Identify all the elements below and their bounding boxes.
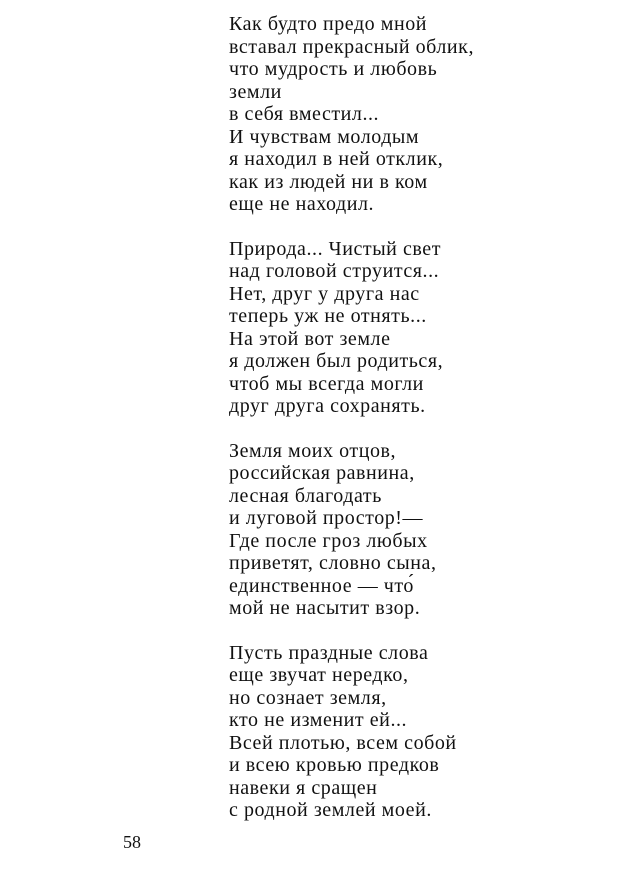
- poem-line: но сознает земля,: [229, 686, 387, 709]
- poem-line: я находил в ней отклик,: [229, 148, 444, 170]
- stanza-3: [229, 440, 599, 620]
- stanza-2: [229, 238, 599, 418]
- poem-line: Всей плотью, всем собой: [229, 731, 457, 754]
- poem-line: я должен был родиться,: [229, 350, 444, 372]
- poem-line: Как будто предо мной: [229, 13, 428, 35]
- poem-line: земли: [229, 80, 282, 103]
- poem-line: Земля моих отцов,: [229, 439, 397, 462]
- poem-line: как из людей ни в ком: [229, 170, 428, 193]
- poem-line: друг друга сохранять.: [229, 395, 426, 417]
- poem-line: Пусть праздные слова: [229, 641, 429, 664]
- poem-line: в себя вместил...: [229, 103, 380, 125]
- poem-line: над головой струится...: [229, 260, 440, 282]
- poem-line: чтоб мы всегда могли: [229, 372, 424, 395]
- poem-line: вставал прекрасный облик,: [229, 35, 474, 58]
- poem-line: приветят, словно сына,: [229, 552, 437, 574]
- poem-line: российская равнина,: [229, 462, 415, 484]
- poem-line: с родной землей моей.: [229, 799, 432, 821]
- stanza-4: [229, 642, 599, 822]
- poem-line: Нет, друг у друга нас: [229, 282, 420, 305]
- poem-line: и луговой простор!—: [229, 507, 424, 529]
- poem-line: и всею кровью предков: [229, 754, 440, 776]
- poem-line: теперь уж не отнять...: [229, 305, 427, 327]
- poem-line: И чувствам молодым: [229, 125, 420, 148]
- poem-line: На этой вот земле: [229, 327, 391, 350]
- poem-line: еще не находил.: [229, 193, 375, 215]
- poem-line: Природа... Чистый свет: [229, 237, 442, 260]
- poem-line: Где после гроз любых: [229, 529, 428, 552]
- poem: [229, 13, 599, 844]
- poem-line: кто не изменит ей...: [229, 709, 408, 731]
- poem-line: мой не насытит взор.: [229, 597, 421, 619]
- stanza-1: [229, 13, 599, 216]
- poem-line: навеки я сращен: [229, 776, 378, 799]
- poem-line: единственное — что́: [229, 574, 414, 597]
- poem-line: лесная благодать: [229, 484, 382, 507]
- page-number: 58: [123, 832, 141, 852]
- poem-line: что мудрость и любовь: [229, 58, 438, 80]
- poem-line: еще звучат нередко,: [229, 664, 409, 686]
